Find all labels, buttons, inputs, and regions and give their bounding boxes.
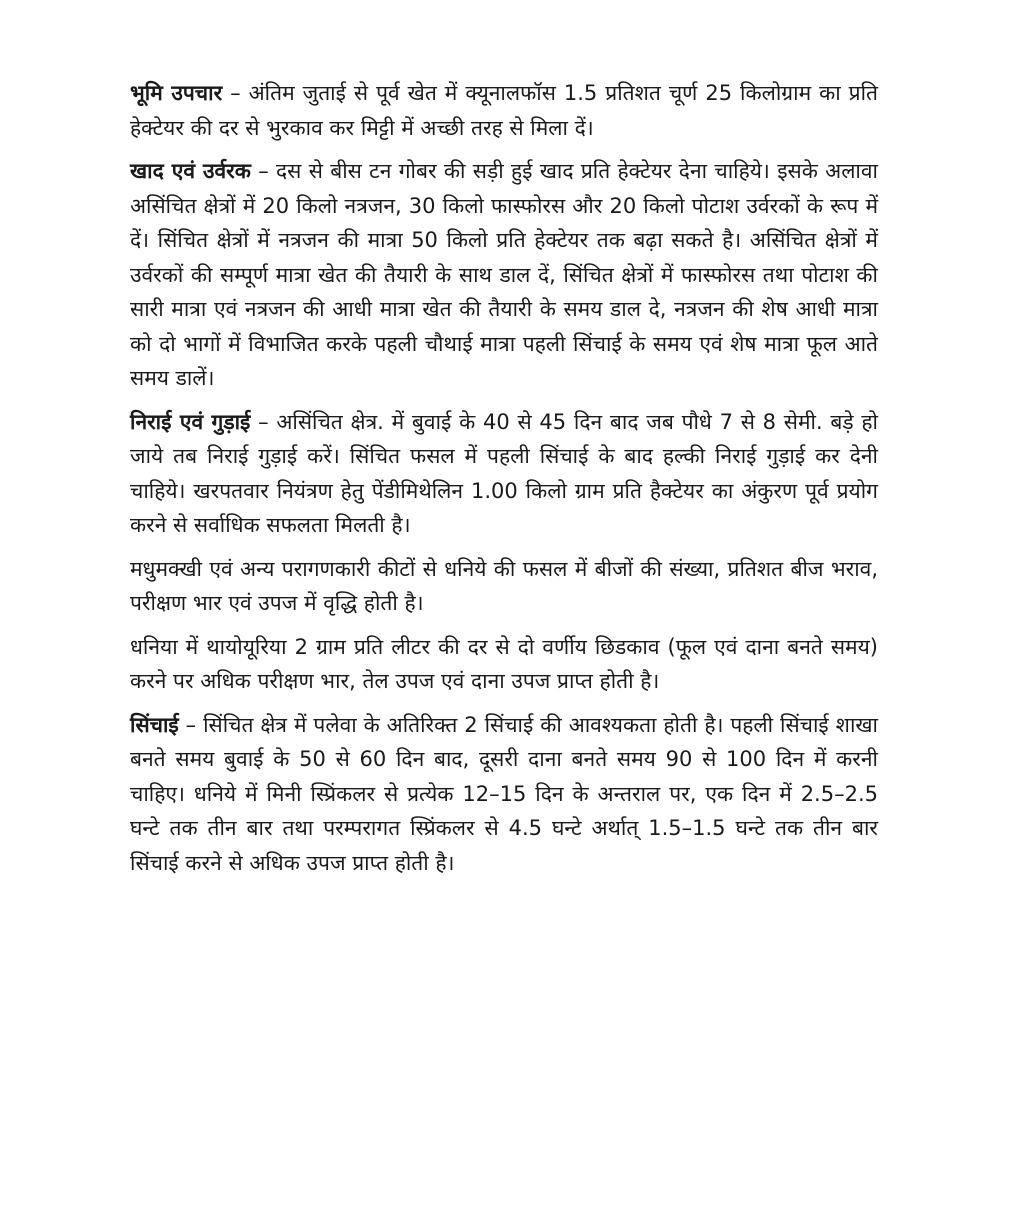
- text-weeding-hoeing: – असिंचित क्षेत्र. में बुवाई के 40 से 45 दिन बाद जब पौधे 7 से 8 सेमी. बड़े हो जाये तब निराई गुड़ाई करें। सिंचित फसल में पहली सिंचाई के बाद हल्की निराई गुड़ाई कर देनी चाहिये। खरपतवार नियंत्रण हेतु पेंडीमिथेलिन 1.00 किलो ग्राम प्रति हैक्टेयर का अंकुरण पूर्व प्रयोग करने से सर्वाधिक सफलता मिलती है।: [130, 409, 878, 537]
- heading-manure-fertilizer: खाद एवं उर्वरक: [130, 159, 251, 183]
- paragraph-irrigation: [130, 708, 878, 881]
- paragraph-manure-fertilizer: [130, 154, 878, 396]
- heading-weeding-hoeing: निराई एवं गुड़ाई: [130, 409, 251, 434]
- paragraph-soil-treatment: [130, 76, 878, 145]
- heading-soil-treatment: भूमि उपचार: [130, 81, 223, 105]
- text-pollinators: मधुमक्खी एवं अन्य परागणकारी कीटों से धनिये की फसल में बीजों की संख्या, प्रतिशत बीज भराव, परीक्षण भार एवं उपज में वृद्धि होती है।: [130, 556, 878, 615]
- paragraph-weeding-hoeing: [130, 405, 878, 543]
- text-soil-treatment: – अंतिम जुताई से पूर्व खेत में क्यूनालफॉस 1.5 प्रतिशत चूर्ण 25 किलोग्राम का प्रति हेक्टेयर की दर से भुरकाव कर मिट्टी में अच्छी तरह से मिला दें।: [130, 81, 879, 140]
- text-thiourea-spray: धनिया में थायोयूरिया 2 ग्राम प्रति लीटर की दर से दो वर्णीय छिडकाव (फूल एवं दाना बनते समय) करने पर अधिक परीक्षण भार, तेल उपज एवं दाना उपज प्राप्त होती है।: [130, 634, 878, 693]
- text-manure-fertilizer: – दस से बीस टन गोबर की सड़ी हुई खाद प्रति हेक्टेयर देना चाहिये। इसके अलावा असिंचित क्षेत्रों में 20 किलो नत्रजन, 30 किलो फास्फोरस और 20 किलो पोटाश उर्वरकों के रूप में दें। सिंचित क्षेत्रों में नत्रजन की मात्रा 50 किलो प्रति हेक्टेयर तक बढ़ा सकते है। असिंचित क्षेत्रों में उर्वरकों की सम्पूर्ण मात्रा खेत की तैयारी के साथ डाल दें, सिंचित क्षेत्रों में फास्फोरस तथा पोटाश की सारी मात्रा एवं नत्रजन की आधी मात्रा खेत की तैयारी के समय डाल दे, नत्रजन की शेष आधी मात्रा को दो भागों में विभाजित करके पहली चौथाई मात्रा पहली सिंचाई के समय एवं शेष मात्रा फूल आते समय डालें।: [130, 159, 878, 390]
- paragraph-pollinators: [130, 552, 878, 621]
- text-irrigation: – सिंचित क्षेत्र में पलेवा के अतिरिक्त 2 सिंचाई की आवश्यकता होती है। पहली सिंचाई शाखा बनते समय बुवाई के 50 से 60 दिन बाद, दूसरी दाना बनते समय 90 से 100 दिन में करनी चाहिए। धनिये में मिनी स्प्रिंकलर से प्रत्येक 12–15 दिन के अन्तराल पर, एक दिन में 2.5–2.5 घन्टे तक तीन बार तथा परम्परागत स्प्रिंकलर से 4.5 घन्टे अर्थात् 1.5–1.5 घन्टे तक तीन बार सिंचाई करने से अधिक उपज प्राप्त होती है।: [130, 712, 878, 875]
- paragraph-thiourea-spray: [130, 630, 878, 699]
- document-page: [130, 76, 878, 889]
- heading-irrigation: सिंचाई: [130, 712, 179, 737]
